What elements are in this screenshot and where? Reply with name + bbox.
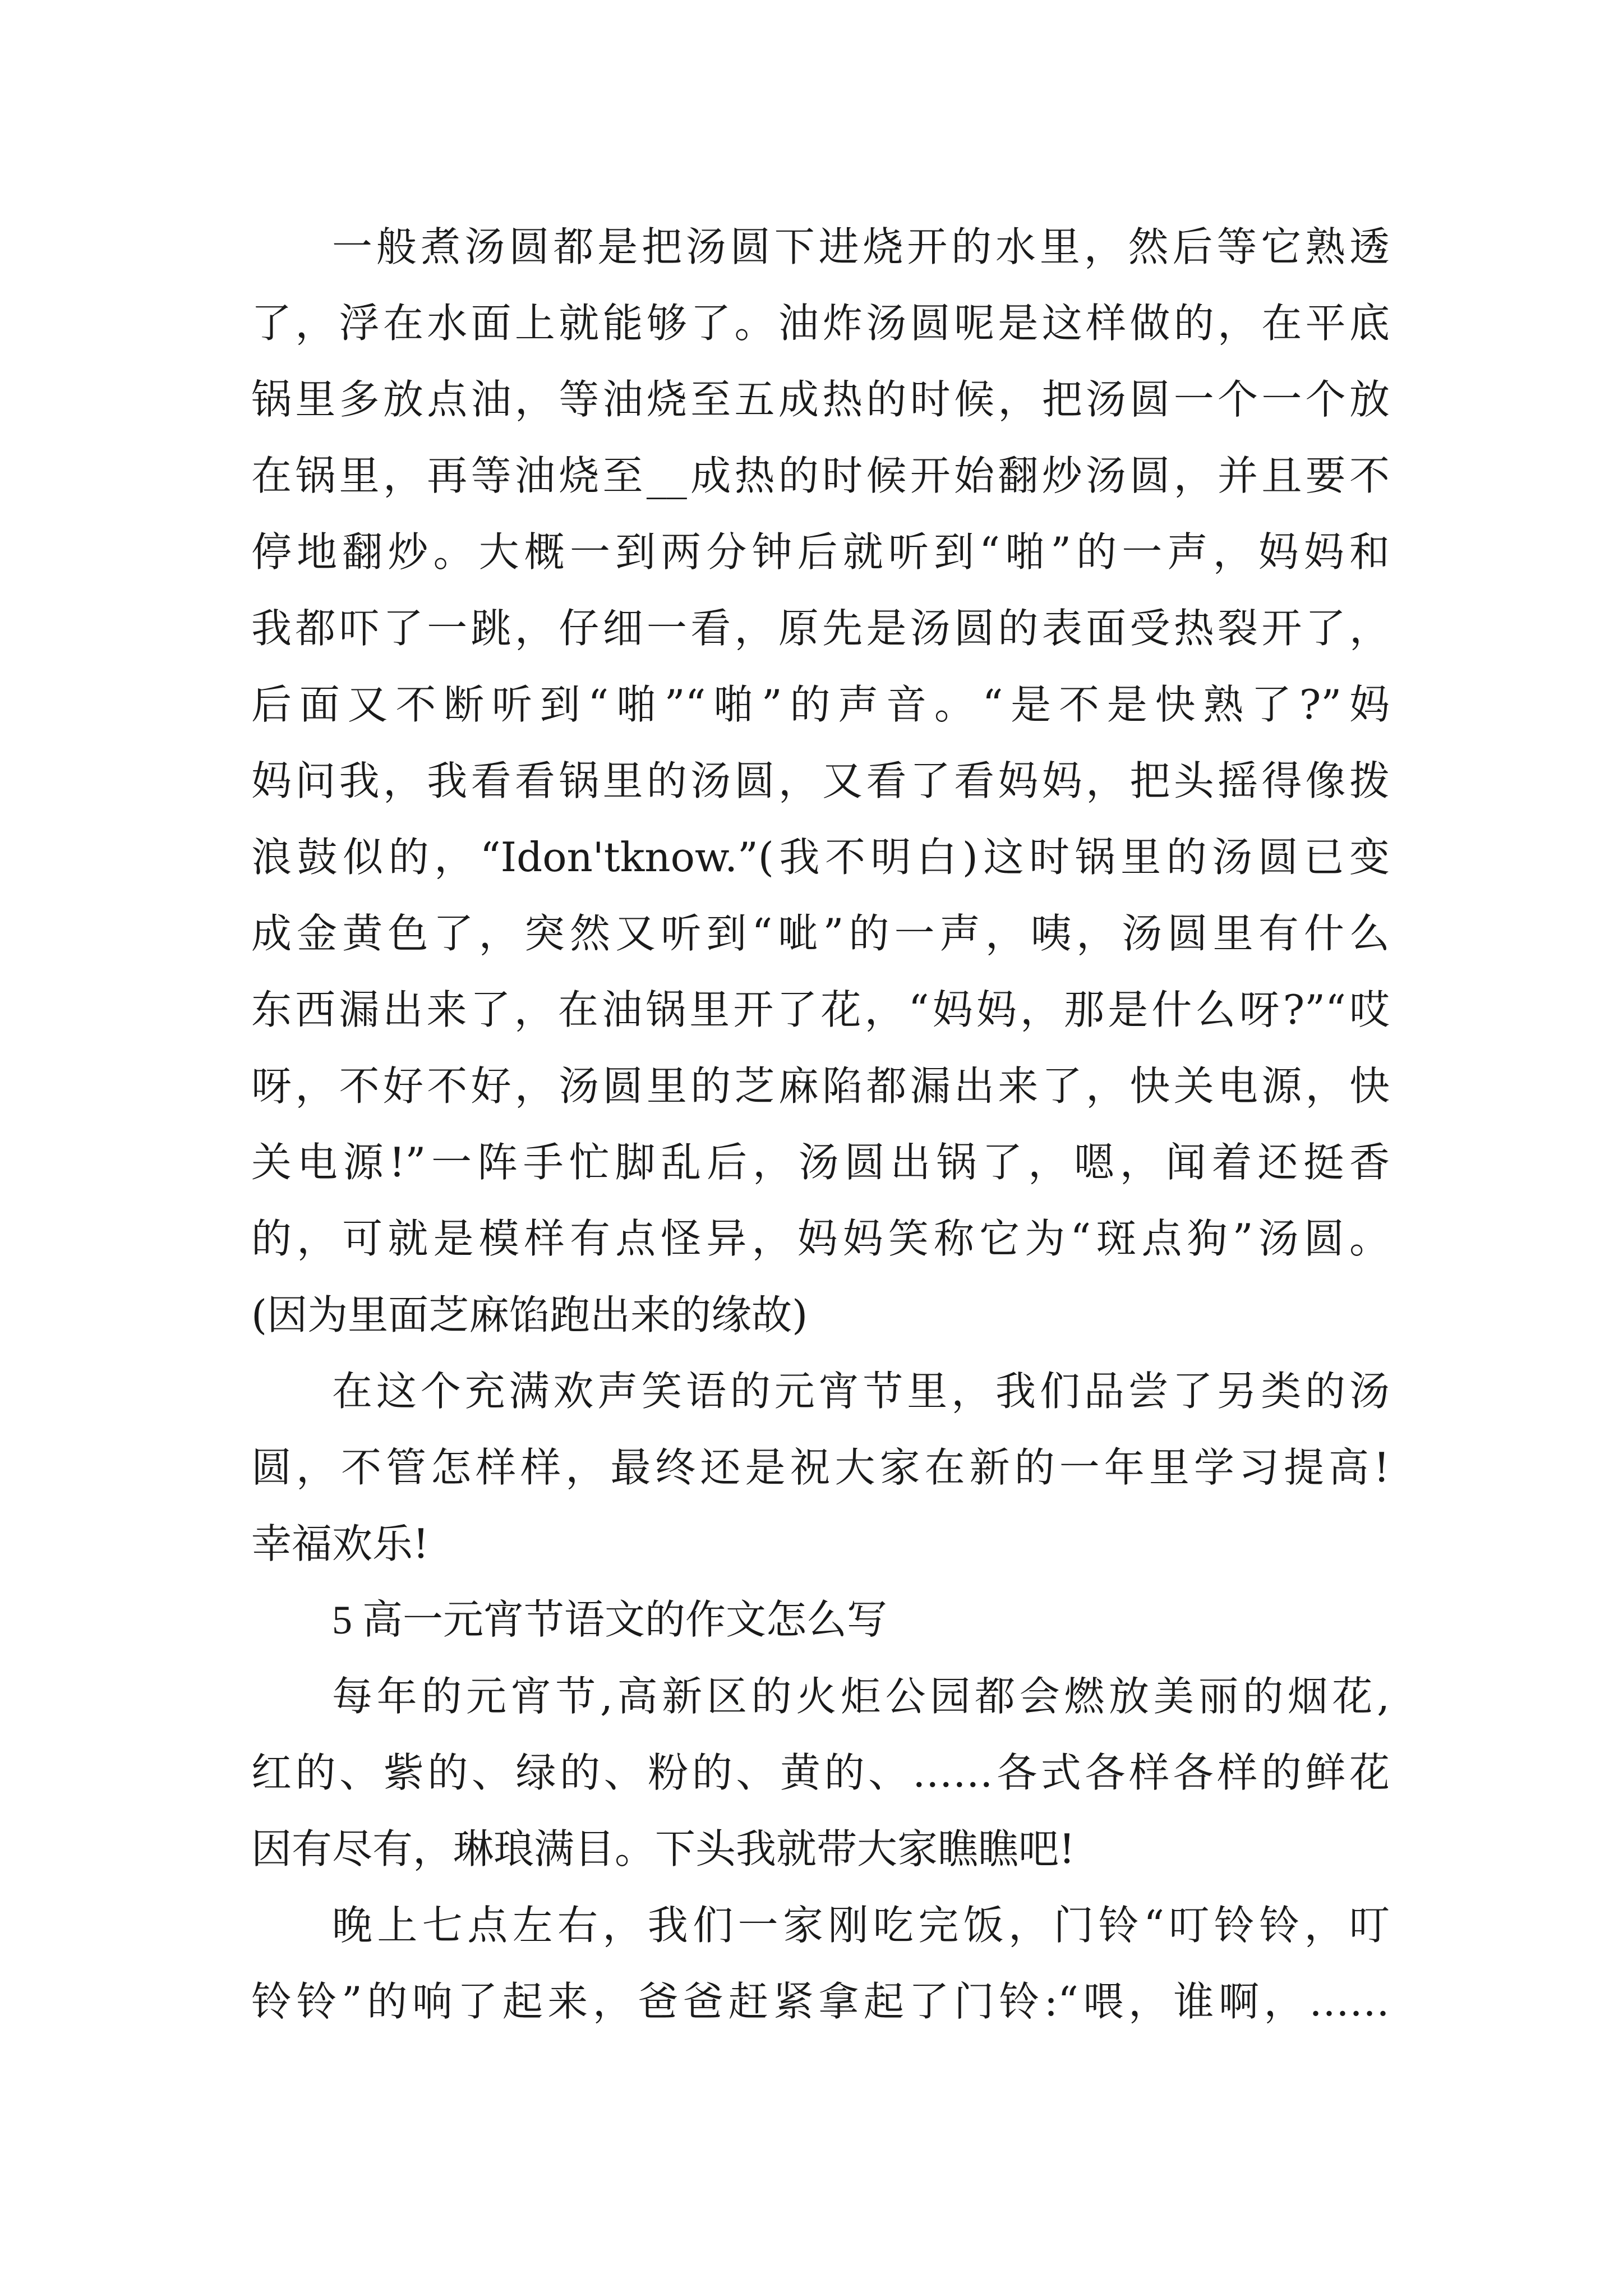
paragraph-line: 幸福欢乐! bbox=[251, 1520, 429, 1567]
paragraph-line: 因有尽有，琳琅满目。下头我就带大家瞧瞧吧! bbox=[251, 1825, 1075, 1872]
paragraph-doorbell bbox=[251, 1887, 1390, 2040]
paragraph-fireworks bbox=[251, 1658, 1390, 1887]
paragraph-line: 红的、紫的、绿的、粉的、黄的、……各式各样各样的鲜花 bbox=[251, 1749, 1390, 1796]
paragraph-line: 一般煮汤圆都是把汤圆下进烧开的水里，然后等它熟透 bbox=[332, 223, 1390, 270]
paragraph-line: 了，浮在水面上就能够了。油炸汤圆呢是这样做的，在平底 bbox=[251, 300, 1390, 347]
paragraph-line: 我都吓了一跳，仔细一看，原先是汤圆的表面受热裂开了， bbox=[251, 605, 1390, 652]
paragraph-line: 东西漏出来了，在油锅里开了花，“妈妈，那是什么呀?”“哎 bbox=[251, 986, 1390, 1033]
paragraph-line: 圆，不管怎样样，最终还是祝大家在新的一年里学习提高! bbox=[251, 1444, 1390, 1491]
paragraph-line: 晚上七点左右，我们一家刚吃完饭，门铃“叮铃铃，叮 bbox=[332, 1902, 1390, 1949]
paragraph-line: 后面又不断听到“啪”“啪”的声音。“是不是快熟了?”妈 bbox=[251, 681, 1390, 728]
paragraph-line: 在这个充满欢声笑语的元宵节里，我们品尝了另类的汤 bbox=[332, 1368, 1390, 1415]
section-heading: 5 高一元宵节语文的作文怎么写 bbox=[332, 1598, 888, 1642]
document-body bbox=[251, 209, 1390, 2040]
paragraph-line: 关电源!”一阵手忙脚乱后，汤圆出锅了，嗯，闻着还挺香 bbox=[251, 1139, 1390, 1186]
paragraph-festival-wishes bbox=[251, 1353, 1390, 1582]
paragraph-line: 停地翻炒。大概一到两分钟后就听到“啪”的一声，妈妈和 bbox=[251, 528, 1390, 576]
paragraph-line: 妈问我，我看看锅里的汤圆，又看了看妈妈，把头摇得像拨 bbox=[251, 757, 1390, 804]
paragraph-line: 每年的元宵节,高新区的火炬公园都会燃放美丽的烟花, bbox=[332, 1673, 1390, 1720]
paragraph-line: 成金黄色了，突然又听到“呲”的一声，咦，汤圆里有什么 bbox=[251, 910, 1390, 957]
paragraph-line: 铃铃”的响了起来，爸爸赶紧拿起了门铃:“喂，谁啊，…… bbox=[251, 1978, 1390, 2025]
paragraph-line: 在锅里，再等油烧至__成热的时候开始翻炒汤圆，并且要不 bbox=[251, 452, 1390, 499]
paragraph-line: 浪鼓似的，“Idon'tknow.”(我不明白)这时锅里的汤圆已变 bbox=[251, 834, 1390, 881]
paragraph-line: 的，可就是模样有点怪异，妈妈笑称它为“斑点狗”汤圆。 bbox=[251, 1215, 1390, 1262]
paragraph-line: 呀，不好不好，汤圆里的芝麻陷都漏出来了，快关电源，快 bbox=[251, 1062, 1390, 1110]
paragraph-line: (因为里面芝麻馅跑出来的缘故) bbox=[251, 1291, 808, 1338]
paragraph-line: 锅里多放点油，等油烧至五成热的时候，把汤圆一个一个放 bbox=[251, 376, 1390, 423]
paragraph-soup-frying bbox=[251, 209, 1390, 1353]
